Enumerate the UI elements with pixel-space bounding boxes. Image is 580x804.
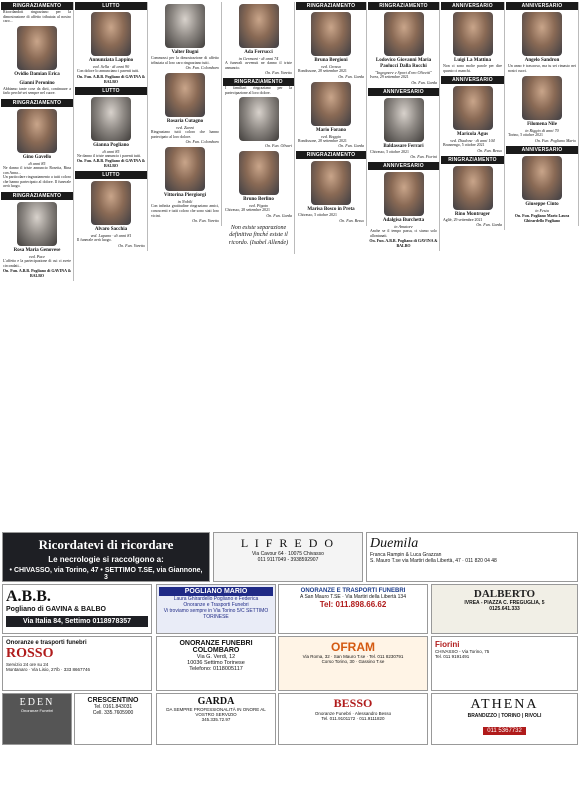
ad-colombaro [156,636,276,691]
notice-header: ANNIVERSARIO [441,76,504,84]
notice-signature: On. Fun. Varetto [265,70,292,76]
portrait-photo [311,161,351,205]
notice-name: Mario Forano [315,127,347,133]
notice-name: Marisa Bosco in Preta [307,207,355,213]
notice-sandron [506,2,578,73]
notice-ferrucci [223,4,294,75]
notice-text: I familiari ringraziano per la partecipazione al loro dolore. [225,86,292,95]
notice-name: Maricola Agus [456,132,489,138]
ad-address: Via G. Verdi, 12 [196,654,236,660]
notice-text: Anche se il tempo passa, ci siamo solo allontanati. [370,229,437,238]
notice-text: Con dolore lo annunciano i parenti tutti. [77,69,140,73]
notice-signature: On. Fun. A.B.B. Pogliano di GAVINA & BALBO [2,268,72,279]
ad-athena [431,693,578,745]
notice-name: Valter Bugni [171,50,199,55]
ad-line: Onoranze Funebri [20,708,54,713]
notice-subtitle: ved. Sella · di anni 90 [92,64,130,69]
obituary-column-6 [368,2,440,251]
notice-signature: On. Fun. Pogliano Mario [535,137,576,143]
notice-cutagno [149,73,221,144]
notice-text: Chivasso, 5 ottobre 2021 [298,213,337,218]
notice-header: ANNIVERSARIO [368,88,439,96]
ad-dalberto [431,584,578,634]
notice-ringraziamento-4 [223,78,294,148]
notice-bosco [296,151,366,223]
notice-signature: On. Fun. A.B.B. Pogliano di GAVINA & BALBO [369,238,438,249]
notice-header: RINGRAZIAMENTO [223,78,294,86]
notice-genovese [1,192,73,278]
notice-subtitle: ved. Pigato [248,203,269,209]
memorial-quote: Non esiste separazione definitiva finché esiste il ricordo. (Isabel Allende) [228,224,289,246]
portrait-photo [17,109,57,153]
notice-forano [296,82,366,149]
notice-signature: On. Fun. Garda [266,212,292,218]
notice-text: Rondissone, 28 settembre 2021 [298,69,347,73]
notice-burchetta [368,162,439,248]
notice-text: Chivasso, 5 ottobre 2021 [370,149,409,154]
ad-title: ATHENA [470,697,539,712]
ad-line: Montanaro · Via Lisio, 27/b · 333 8667746 [6,667,90,672]
ad-title: Fiorini [435,640,460,649]
ad-besso [278,693,428,745]
ad-phone: Telefono: 0118005117 [189,666,243,672]
ad-address: IVREA - PIAZZA C. FREGUGLIA, 5 [464,600,545,606]
ad-phone: Tel. 011 9191491 [435,654,470,659]
notice-header: RINGRAZIAMENTO [368,2,439,10]
portrait-photo [17,202,57,246]
ad-garda [156,693,276,745]
notice-name: Lodovico Giovanni Maria Paolucci Dalla Rocchi [375,58,432,69]
notice-subtitle: in Amatore [394,224,413,230]
notice-name: Filomena Nile [527,122,557,128]
portrait-photo [311,12,351,56]
obituary-column-8 [506,2,579,226]
ad-line: Onoranze e Trasporti Funebri [183,602,249,608]
notice-text: L'affetto e la partecipazione di cui ci avete circondati... [3,258,71,268]
notice-ovidio [1,2,73,78]
ad-owners: Franca Rampin & Luca Grazzan [370,552,442,558]
notice-header: RINGRAZIAMENTO [1,2,73,10]
ad-title: BESSO [333,696,373,710]
ad-line: Laura Ghirardello Pogliano e Federica [173,596,259,602]
notice-subtitle: in Germani - di anni 74 [238,56,279,61]
ad-title: EDEN [19,697,55,708]
notice-header: ANNIVERSARIO [506,146,578,154]
notice-name: Ada Ferrucci [244,50,273,55]
ad-title: Duemila [370,536,419,551]
portrait-photo [453,166,493,210]
notice-name: Rosa Maria Genovese [13,247,61,253]
notice-text: Non ci sono molte parole per dire quanto ci manchi. [443,64,502,73]
notice-peronino [1,81,73,96]
notice-text: Torino, 5 ottobre 2021 [508,133,543,138]
ad-line: Servizio 24 ore su 24 [6,662,49,667]
ad-phone: Tel. 0161.843031 [93,704,133,710]
notice-header: LUTTO [75,87,147,95]
notice-subtitle: ved. Boggio [320,133,341,139]
notice-subtitle: in Nobili [177,199,193,205]
notice-lappino [75,2,147,84]
notice-signature: On. Fun. Colombaro [185,65,219,71]
ad-locations: • CHIVASSO, via Torino, 47 • SETTIMO T.SE, via Giannone, 3 [9,567,203,581]
notice-name: Baldassare Ferrari [383,143,424,149]
ad-title: Ricordatevi di ricordare [38,537,174,552]
ad-title: ONORANZE E TRASPORTI FUNEBRI [300,588,406,594]
notice-name: Gino Gavello [22,154,52,160]
notice-header: RINGRAZIAMENTO [296,2,366,10]
portrait-photo [311,82,351,126]
portrait-photo [522,156,562,200]
ad-rosso [2,636,152,691]
notice-piergiorgi [149,147,221,223]
notice-text: Ne danno il triste annuncio i parenti tutti. [77,153,142,158]
notice-subtitle: ved. Lupano · di anni 81 [90,233,132,239]
notice-pogliano [75,87,147,169]
ad-title: DALBERTO [473,588,536,600]
portrait-photo [522,12,562,56]
ad-title: A.B.B. [6,588,51,605]
notice-signature: On. Fun. Besso [477,147,502,153]
ad-san-mauro-funerals [278,584,428,634]
notice-agus [441,76,504,153]
ad-brand: ROSSO [6,646,54,661]
notice-text: Con infinita gratitudine ringraziano amici, conoscenti e tutti coloro che sono stati loro vicini. [151,204,219,218]
notice-subtitle: in Festa [535,207,549,213]
notice-signature: On. Fun. Olivari [265,143,292,149]
ad-address: CHIVASSO - Via Torino, 75 [435,649,490,654]
ad-remember-banner [2,532,210,582]
notice-signature: On. Fun. Fiorini [410,154,437,160]
ad-cities: BRANDIZZO | TORINO | RIVOLI [467,713,542,719]
ad-title: ONORANZE FUNEBRI COLOMBARO [179,640,253,654]
notice-text: Ricordandoti ringraziano per la dimostrazione di affetto tributata al nostro caro... [3,10,71,24]
notice-text: Commossi per la dimostrazione di affetto tributata al loro caro ringraziano tutti. [151,56,219,65]
ad-city: 10036 Settimo Torinese [187,660,245,666]
ad-ofram [278,636,428,691]
notice-signature: On. Fun. Pogliano Mario Laura Ghirardello Pogliano [514,212,570,223]
notice-name: Bruno Berlino [243,197,274,203]
notice-signature: On. Fun. A.B.B. Pogliano di GAVINA & BALBO [76,73,146,84]
ad-crescentino [74,693,152,745]
portrait-photo [239,4,279,48]
notice-name: Rino Montruger [454,211,491,217]
portrait-photo [384,98,424,142]
ad-title: CRESCENTINO [87,697,139,704]
ad-line: Vi troviamo sempre in Via Torino 5/C SETTIMO TORINESE [163,608,269,620]
portrait-photo [522,76,562,120]
notice-header: RINGRAZIAMENTO [296,151,366,159]
ad-slogan: DA SEMPRE PROFESSIONALITÀ IN ONORE AL VOSTRO SERVIZIO [166,707,266,717]
notice-subtitle: ved. Diadone · di anni 104 [450,138,495,144]
portrait-photo [239,151,279,195]
notice-bugni [149,4,221,70]
notice-signature: On. Fun. Garda [411,79,437,85]
ad-title: POGLIANO MARIO [159,587,273,596]
portrait-photo [165,73,205,117]
notice-quote [223,221,294,252]
notice-signature: On. Fun. A.B.B. Pogliano di GAVINA & BALBO [76,158,146,169]
notice-name: Gianni Peronino [19,80,55,86]
notice-header: RINGRAZIAMENTO [1,192,73,200]
ad-phone: Tel. 011.9101172 · 011.9111820 [321,716,385,721]
notice-signature: On. Fun. Garda [476,222,502,228]
notice-sacchia [75,171,147,248]
notice-header: ANNIVERSARIO [441,2,504,10]
ad-mobile: Cell. 335.7605900 [92,710,134,716]
notice-nile [506,76,578,143]
notice-signature: On. Fun. Colombaro [185,139,219,145]
notice-header: ANNIVERSARIO [506,2,578,10]
obituary-column-1 [1,2,74,281]
notice-signature: On. Fun. Varetto [118,242,145,248]
notice-text: Ringraziano tutti coloro che hanno partecipato al loro dolore. [151,130,219,139]
obituary-column-7 [441,2,505,230]
ad-address: Via Italia 84, Settimo 0118978357 [6,616,148,627]
obituary-column-4 [223,2,295,254]
ad-title: Onoranze e trasporti funebri [6,640,87,646]
notice-text-extra: Un particolare ringraziamento a tutti coloro che hanno partecipato al dolore. Il funerale avrà luogo. [3,175,71,189]
notice-text: A funerali avvenuti ne danno il triste annuncio. [225,61,292,70]
portrait-photo [91,97,131,141]
ad-address: A San Mauro T.SE · Via Martiri della Libertà 134 [300,594,406,600]
notice-header: LUTTO [75,171,147,179]
notice-cinto [506,146,578,223]
notice-text: Rondissone, 28 settembre 2021 [298,138,347,143]
notice-text: Agliè, 29 settembre 2021 [443,217,483,222]
notice-signature: On. Fun. Garda [338,143,364,149]
portrait-photo [17,26,57,70]
ad-line: Onoranze Funebri · Alessandro Besso [314,711,392,716]
notice-subtitle: di anni 85 [102,148,120,154]
notice-name: Rosaria Cutagno [166,119,204,125]
ad-fiorini [431,636,578,691]
notice-montruger [441,156,504,228]
notice-header: ANNIVERSARIO [368,162,439,170]
notice-name: Adalgisa Burchetta [382,218,425,224]
ad-phone: 345.335.72.97 [201,717,231,722]
notice-lamattina [441,2,504,73]
notice-text: Brusnengo, 5 ottobre 2021 [443,143,485,148]
notice-name: Bruna Bergioni [314,58,348,63]
notice-bergioni [296,2,366,79]
notice-header: RINGRAZIAMENTO [441,156,504,164]
obituary-column-2 [75,2,148,251]
notice-name: Alvaro Sacchia [94,227,128,233]
notice-subtitle: di anni 85 [28,160,46,166]
ad-address: Corso Torino, 30 · Gassino T.se [321,659,385,664]
notice-name: Luigi La Mattina [454,58,491,63]
notice-header: LUTTO [75,2,147,10]
ad-subtitle: Le necrologie si raccolgono a: [48,555,164,564]
notice-signature: On. Fun. Garda [338,73,364,79]
notice-ferrari [368,88,439,160]
notice-text: Un anno è trascorso, ma tu sei rimasto nei nostri cuori. [508,64,576,73]
notice-name: Annunziata Lappino [88,58,134,63]
notice-text: Ivrea, 29 settembre 2021 [370,75,409,79]
ad-abb-pogliano [2,584,152,634]
notice-gavello [1,99,73,189]
obituary-column-3 [149,2,222,226]
portrait-photo [165,147,205,191]
notice-paolucci [368,2,439,85]
notice-subtitle: "Ingegnere e Sport d'oro Olivetti" [375,70,432,75]
portrait-photo [239,97,279,141]
notice-text: Chivasso, 28 settembre 2021 [225,208,270,213]
notice-berlino [223,151,294,218]
notice-name: Ovidio Damian Erica [14,71,60,77]
notice-subtitle: ved. Zanni [176,125,194,131]
ad-address: S. Mauro T.se via Martiri della Libertà, 47 · 011 820 04 48 [370,558,497,564]
portrait-photo [165,4,205,48]
notice-text: Abbiamo tante cose da dirti, continuare a farlo perché sei sempre nel cuore. [3,86,71,96]
notice-subtitle: in Riggio di anni 70 [525,128,559,134]
ad-address: Via Cavour 64 · 10075 Chivasso [252,551,324,557]
portrait-photo [453,86,493,130]
ad-duemila [366,532,578,582]
notice-subtitle: ved. Grosso [321,64,341,69]
ad-phone: 011 9117049 - 3938592907 [257,557,319,563]
ad-pogliano-mario [156,584,276,634]
obituary-column-5 [296,2,367,226]
advertisements [0,532,580,804]
notice-name: Angelo Sandron [524,58,560,63]
ad-phone: Tel: 011.898.66.62 [319,600,387,609]
ad-lifredo [213,532,363,582]
portrait-photo [384,12,424,56]
ad-title: L I F R E D O [240,536,336,550]
ad-phone: 011 5367732 [483,727,526,735]
ad-address: Via Roma, 32 · San Mauro T.se · Tel. 011 8230791 [302,654,404,659]
portrait-photo [91,181,131,225]
notice-name: Gianna Pogliano [93,142,129,148]
notice-signature: On. Fun. Varetto [192,218,219,224]
portrait-photo [453,12,493,56]
notice-name: Vittorina Piergiorgi [163,193,207,199]
notice-signature: On. Fun. Besso [339,217,364,223]
ad-eden [2,693,72,745]
ad-subtitle: Pogliano di GAVINA & BALBO [6,606,106,613]
ad-title: OFRAM [331,640,375,654]
portrait-photo [384,172,424,216]
ad-phone: 0125.641.333 [489,606,520,612]
notice-header: RINGRAZIAMENTO [1,99,73,107]
ad-title: GARDA [197,696,235,707]
notice-text: Ne danno il triste annuncio Rosetta, Rina con Anna... [3,165,71,175]
notice-text: Il funerale avrà luogo. [77,238,112,243]
notice-subtitle: ved. Pace [28,253,46,259]
notice-name: Giuseppe Cinto [525,201,559,207]
portrait-photo [91,12,131,56]
